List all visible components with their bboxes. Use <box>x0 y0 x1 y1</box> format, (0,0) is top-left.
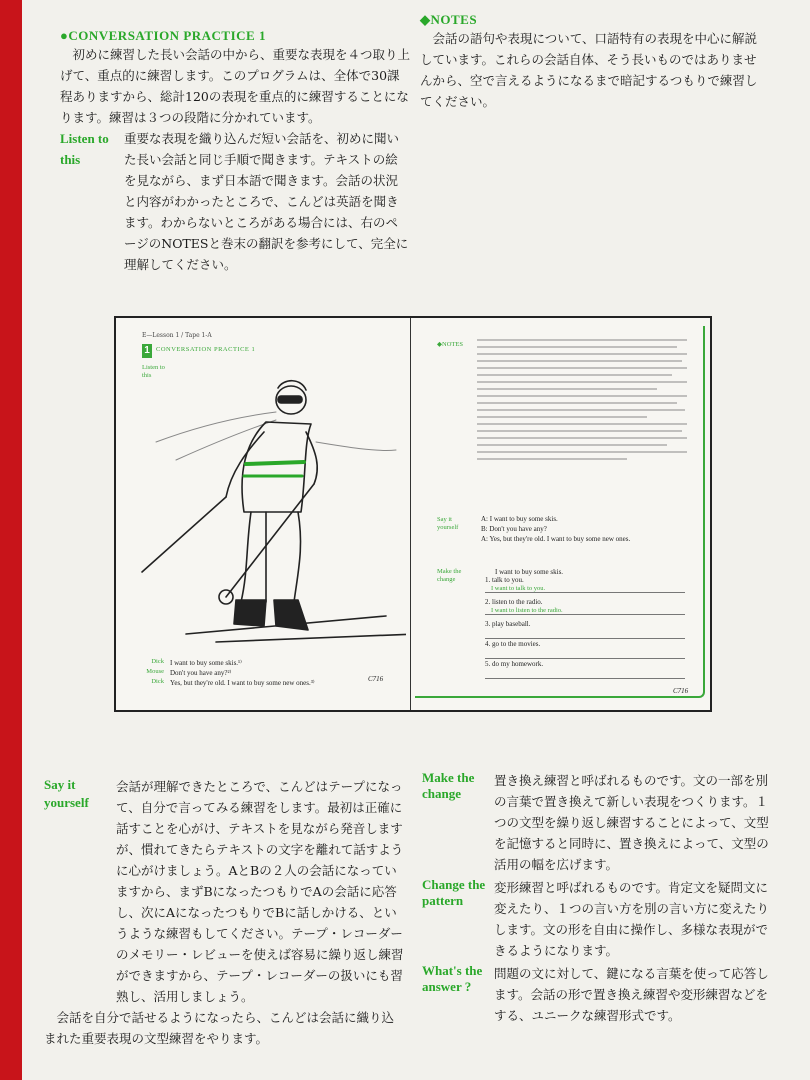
listen-to-this-block <box>60 128 410 275</box>
conversation-practice-heading: ●CONVERSATION PRACTICE 1 <box>60 28 266 43</box>
say-line: B: Don't you have any? <box>481 525 547 533</box>
make-the-change-text: 置き換え練習と呼ばれるものです。文の一部を別の言葉で置き換えて新しい表現をつくります。１つの文型を繰り返し練習することによって、文型を記憶すると同時に、置き換えによって、文型の活用の幅を広げます。 <box>494 773 769 872</box>
say-it-yourself-section <box>44 776 406 1049</box>
lesson-tag: E—Lesson 1 / Tape 1-A <box>142 332 212 339</box>
dialogue-line <box>136 658 396 668</box>
notes-text: 会話の語句や表現について、口語特有の表現を中心に解説しています。これらの会話自体、そう長いものではありませんから、空で言えるようになるまで暗記するつもりで練習してください。 <box>420 31 758 109</box>
inset-listen-label: Listen to this <box>142 364 165 379</box>
make-item: 2. listen to the radio. I want to listen to the radio. <box>485 598 685 615</box>
make-item: 4. go to the movies. <box>485 640 685 659</box>
whats-the-answer-label: What's the answer ? <box>422 963 483 994</box>
spread-right-page <box>410 318 711 710</box>
say-it-yourself-block <box>44 776 406 1007</box>
change-the-pattern-label: Change the pattern <box>422 877 486 908</box>
say-it-yourself-text: 会話が理解できたところで、こんどはテープになって、自分で言ってみる練習をします。最初は正確に話すことを心がけ、テキストを見ながら発音しますが、慣れてきたらテキストの文字を離れて話すように心がけましょう。AとBの２人の会話になっていますから、まずBになったつもりでAの会話に応答し、次にAになったつもりでBに話しかける、というような練習もしてください。テープ・レコーダーのメモリー・レビューを使えば容易に繰り返し練習ができますから、テープ・レコーダーの扱いにも習熟し、活用しましょう。 <box>116 779 404 1004</box>
dialogue-text: Don't you have any?²⁾ <box>170 669 232 677</box>
skier-illustration <box>126 372 406 652</box>
notes-section <box>420 12 760 112</box>
dialogue-text: Yes, but they're old. I want to buy some new ones.³⁾ <box>170 679 315 687</box>
spread-left-page <box>116 318 408 710</box>
say-line: A: I want to buy some skis. <box>481 515 558 523</box>
book-page <box>22 0 810 1080</box>
listen-to-this-label: Listen to this <box>60 131 109 167</box>
conversation-practice-section <box>60 28 410 275</box>
make-item: 5. do my homework. <box>485 660 685 679</box>
dialogue-text: I want to buy some skis.¹⁾ <box>170 659 242 667</box>
inset-section-title: CONVERSATION PRACTICE 1 <box>156 346 256 353</box>
listen-to-this-text: 重要な表現を織り込んだ短い会話を、初めに聞いた長い会話と同じ手順で聞きます。テキストの絵を見ながら、まず日本語で聞きます。会話の状況と内容がわかったところで、こんどは英語を聞きます。わからないところがある場合には、右のページのNOTESと巻末の翻訳を参考にして、完全に理解してください。 <box>124 131 409 272</box>
make-answer: I want to talk to you. <box>491 585 546 592</box>
dialogue-speaker: Mouse <box>146 668 164 675</box>
say-line: A: Yes, but they're old. I want to buy some new ones. <box>481 535 631 543</box>
make-item: 3. play baseball. <box>485 620 685 639</box>
make-the-change-block <box>422 770 772 875</box>
make-item: 1. talk to you. I want to talk to you. <box>485 576 685 593</box>
say-it-yourself-closing: 会話を自分で話せるようになったら、こんどは会話に織り込まれた重要表現の文型練習をやります。 <box>44 1010 395 1046</box>
make-the-change-label: Make the change <box>422 770 475 801</box>
inset-make-label: Make the change <box>437 568 462 583</box>
whats-the-answer-block <box>422 963 772 1026</box>
inset-say-label: Say it yourself <box>437 516 459 531</box>
change-the-pattern-text: 変形練習と呼ばれるものです。肯定文を疑問文に変えたり、１つの言い方を別の言い方に変えたりします。文の形を自由に操作し、多様な表現ができるようになります。 <box>494 880 770 958</box>
inset-dialogue <box>136 658 396 688</box>
textbook-spread-image <box>114 316 712 712</box>
dialogue-line <box>136 668 396 678</box>
change-the-pattern-block <box>422 877 772 961</box>
conversation-practice-intro: 初めに練習した長い会話の中から、重要な表現を４つ取り上げて、重点的に練習します。このプログラムは、全体で30課程ありますから、総計120の表現を重点的に練習することになります。練習は３つの段階に分かれています。 <box>60 47 411 125</box>
whats-the-answer-text: 問題の文に対して、鍵になる言葉を使って応答します。会話の形で置き換え練習や変形練習などをする、ユニークな練習形式です。 <box>494 966 769 1023</box>
dialogue-speaker: Dick <box>151 678 164 685</box>
practice-types-section <box>422 770 772 1026</box>
right-page-code: C716 <box>673 687 689 695</box>
make-answer: I want to listen to the radio. <box>491 607 563 614</box>
section-number-badge: 1 <box>142 344 152 358</box>
left-page-code: C716 <box>368 675 384 683</box>
notes-heading: ◆NOTES <box>420 12 478 27</box>
dialogue-line <box>136 678 396 688</box>
green-page-frame <box>415 326 705 698</box>
dialogue-speaker: Dick <box>151 658 164 665</box>
say-it-yourself-label: Say it yourself <box>44 777 89 810</box>
inset-notes-label: ◆NOTES <box>437 341 463 348</box>
make-base-sentence: I want to buy some skis. <box>495 568 564 576</box>
